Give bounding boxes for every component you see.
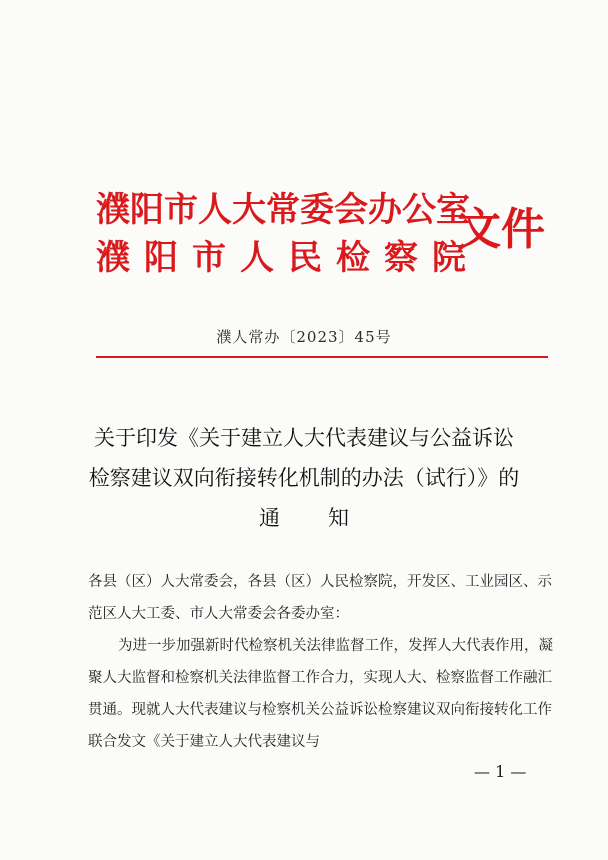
recipients: 各县（区）人大常委会，各县（区）人民检察院，开发区、工业园区、示范区人大工委、市人大常委会各委办室： [88, 574, 552, 622]
issuer-block [96, 186, 480, 282]
title-line-3: 通知 [259, 506, 397, 530]
body-text [88, 566, 564, 758]
issuer-name-2: 濮阳市人民检察院 [96, 238, 480, 278]
red-divider [96, 356, 548, 358]
page-number: — 1 — [474, 762, 527, 781]
notice-title [60, 418, 548, 538]
issuer-name-1: 濮阳市人大常委会办公室 [96, 190, 470, 230]
document-number: 濮人常办〔2023〕45号 [216, 328, 392, 346]
document-type-label: 文件 [457, 204, 545, 255]
body-paragraph-1: 为进一步加强新时代检察机关法律监督工作，发挥人大代表作用，凝聚人大监督和检察机关法律监督工作合力，实现人大、检察监督工作融汇贯通。现就人大代表建议与检察机关公益诉讼检察建议双向衔接转化工作联合发文《关于建立人大代表建议与 [88, 638, 553, 750]
title-line-2: 检察建议双向衔接转化机制的办法（试行）》的 [88, 466, 520, 490]
title-line-1: 关于印发《关于建立人大代表建议与公益诉讼 [94, 426, 514, 450]
